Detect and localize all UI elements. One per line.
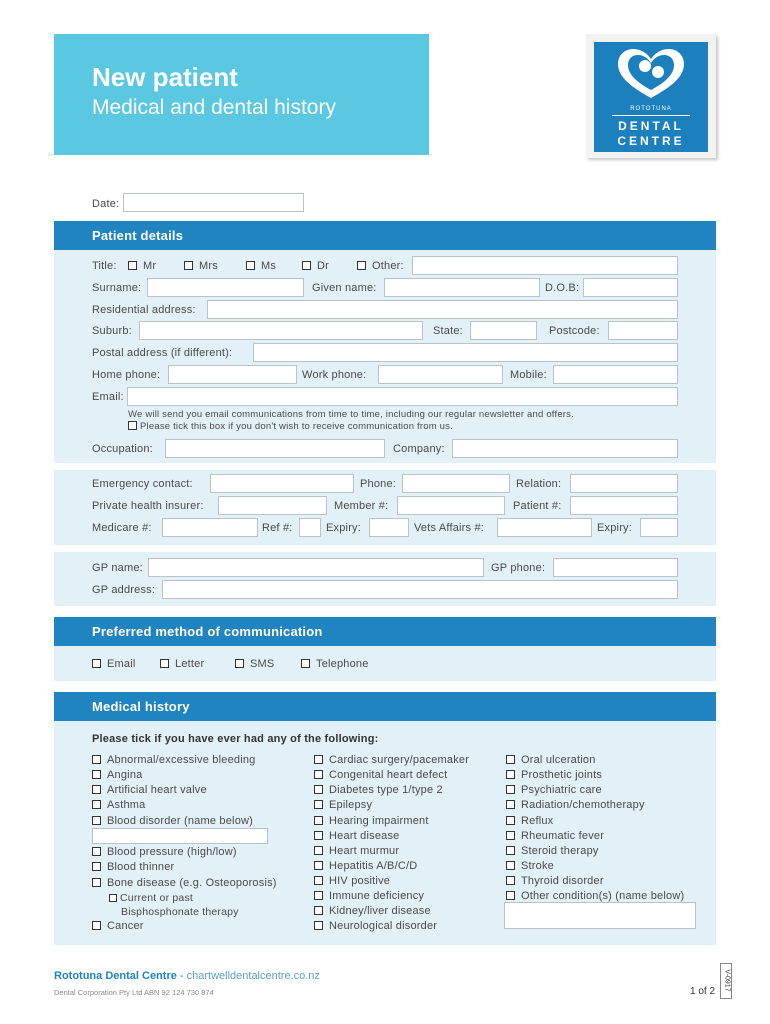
state-field[interactable] (470, 321, 537, 340)
relation-label: Relation: (516, 478, 562, 490)
emergency-phone-field[interactable] (402, 474, 510, 493)
condition-oral-ulceration[interactable] (506, 754, 596, 766)
condition-angina[interactable] (92, 769, 142, 781)
ref-field[interactable] (299, 518, 321, 537)
postcode-field[interactable] (608, 321, 678, 340)
page-number: 1 of 2 (690, 986, 716, 997)
title-other-field[interactable] (412, 256, 678, 275)
company-field[interactable] (452, 439, 678, 458)
mobile-label: Mobile: (510, 369, 547, 381)
condition-heart-disease[interactable] (314, 830, 399, 842)
state-label: State: (433, 325, 463, 337)
condition-label: Rheumatic fever (521, 830, 605, 842)
expiry-field[interactable] (369, 518, 409, 537)
condition-steroid[interactable] (506, 845, 599, 857)
condition-label: Stroke (521, 860, 554, 872)
comm-email-checkbox[interactable] (92, 658, 136, 670)
given-name-field[interactable] (384, 278, 540, 297)
ref-label: Ref #: (262, 522, 293, 534)
postal-label: Postal address (if different): (92, 347, 233, 359)
condition-hiv[interactable] (314, 875, 390, 887)
vets-affairs-field[interactable] (497, 518, 592, 537)
email-optout-label: Please tick this box if you don't wish to receive communication from us. (140, 421, 453, 432)
condition-label: Blood thinner (107, 861, 175, 873)
condition-abnormal-bleeding[interactable] (92, 754, 255, 766)
comm-letter-label: Letter (175, 658, 205, 670)
condition-reflux[interactable] (506, 815, 553, 827)
condition-label: Bone disease (e.g. Osteoporosis) (107, 877, 277, 889)
medical-history-heading: Medical history (54, 692, 716, 721)
postcode-label: Postcode: (549, 325, 600, 337)
condition-label: Other condition(s) (name below) (521, 890, 685, 902)
comm-sms-label: SMS (250, 658, 275, 670)
condition-bisphosphonate[interactable] (109, 892, 193, 904)
title-mr-label: Mr (143, 260, 157, 272)
condition-label: Hepatitis A/B/C/D (329, 860, 418, 872)
medicare-label: Medicare #: (92, 522, 152, 534)
condition-cancer[interactable] (92, 920, 144, 932)
condition-label: Neurological disorder (329, 920, 438, 932)
version-tag (720, 963, 732, 999)
condition-label: Steroid therapy (521, 845, 599, 857)
email-optout-checkbox[interactable] (128, 421, 453, 432)
insurer-field[interactable] (218, 496, 327, 515)
condition-label: Abnormal/excessive bleeding (107, 754, 256, 766)
other-condition-field[interactable] (504, 902, 696, 929)
condition-asthma[interactable] (92, 799, 146, 811)
condition-label: Blood pressure (high/low) (107, 846, 237, 858)
title-other-label: Other: (372, 260, 404, 272)
communication-section (54, 646, 716, 681)
company-label: Company: (393, 443, 445, 455)
condition-artificial-heart-valve[interactable] (92, 784, 207, 796)
footer-company: Dental Corporation Pty Ltd ABN 92 124 730 874 (54, 988, 214, 997)
suburb-label: Suburb: (92, 325, 132, 337)
title-mrs-checkbox[interactable] (184, 260, 218, 272)
medicare-field[interactable] (162, 518, 258, 537)
condition-label: Current or past (120, 892, 194, 904)
condition-bone-disease[interactable] (92, 877, 277, 889)
title-ms-checkbox[interactable] (246, 260, 276, 272)
blood-disorder-field[interactable] (92, 828, 268, 844)
condition-cardiac-surgery[interactable] (314, 754, 469, 766)
condition-radiation[interactable] (506, 799, 645, 811)
footer-brand: Rototuna Dental Centre (54, 970, 177, 982)
medical-prompt: Please tick if you have ever had any of the following: (92, 733, 379, 745)
condition-immune[interactable] (314, 890, 424, 902)
title-other-checkbox[interactable] (357, 260, 404, 272)
member-field[interactable] (397, 496, 505, 515)
condition-blood-pressure[interactable] (92, 846, 237, 858)
condition-label: Asthma (107, 799, 146, 811)
logo-dental: DENTAL (618, 119, 684, 133)
comm-telephone-checkbox[interactable] (301, 658, 369, 670)
page-subtitle: Medical and dental history (92, 96, 336, 119)
condition-label: Reflux (521, 815, 554, 827)
emergency-contact-label: Emergency contact: (92, 478, 193, 490)
vets-expiry-label: Expiry: (597, 522, 633, 534)
dob-label: D.O.B: (545, 282, 580, 294)
condition-other[interactable] (506, 890, 684, 902)
title-ms-label: Ms (261, 260, 277, 272)
vets-affairs-label: Vets Affairs #: (414, 522, 485, 534)
condition-thyroid[interactable] (506, 875, 604, 887)
condition-label: Immune deficiency (329, 890, 425, 902)
footer-separator: - (176, 970, 187, 982)
home-phone-label: Home phone: (92, 369, 161, 381)
condition-label: Heart disease (329, 830, 400, 842)
gp-name-field[interactable] (148, 558, 484, 577)
comm-letter-checkbox[interactable] (160, 658, 204, 670)
suburb-field[interactable] (139, 321, 423, 340)
condition-label: HIV positive (329, 875, 391, 887)
condition-label: Epilepsy (329, 799, 373, 811)
comm-sms-checkbox[interactable] (235, 658, 274, 670)
condition-label: Hearing impairment (329, 815, 429, 827)
heart-logo-icon (594, 42, 708, 104)
condition-label: Radiation/chemotherapy (521, 799, 645, 811)
condition-label: Psychiatric care (521, 784, 602, 796)
title-dr-checkbox[interactable] (302, 260, 329, 272)
footer-brand-line (54, 970, 320, 982)
home-phone-field[interactable] (168, 365, 297, 384)
gp-address-label: GP address: (92, 584, 156, 596)
occupation-field[interactable] (165, 439, 385, 458)
condition-label: Oral ulceration (521, 754, 596, 766)
condition-label: Heart murmur (329, 845, 400, 857)
title-dr-label: Dr (317, 260, 330, 272)
condition-label: Thyroid disorder (521, 875, 604, 887)
header-banner (54, 34, 429, 155)
condition-label: Blood disorder (name below) (107, 815, 254, 827)
logo (586, 34, 716, 158)
condition-label: Artificial heart valve (107, 784, 207, 796)
dob-field[interactable] (583, 278, 678, 297)
emergency-phone-label: Phone: (360, 478, 397, 490)
comm-email-label: Email (107, 658, 136, 670)
given-name-label: Given name: (312, 282, 377, 294)
condition-hearing[interactable] (314, 815, 429, 827)
condition-neurological[interactable] (314, 920, 437, 932)
postal-field[interactable] (253, 343, 678, 362)
condition-blood-disorder[interactable] (92, 815, 253, 827)
occupation-label: Occupation: (92, 443, 153, 455)
residential-label: Residential address: (92, 304, 196, 316)
work-phone-label: Work phone: (302, 369, 367, 381)
comm-telephone-label: Telephone (316, 658, 369, 670)
gp-phone-label: GP phone: (491, 562, 546, 574)
residential-field[interactable] (207, 300, 678, 319)
title-mr-checkbox[interactable] (128, 260, 156, 272)
emergency-contact-field[interactable] (210, 474, 354, 493)
condition-psychiatric[interactable] (506, 784, 602, 796)
condition-label: Diabetes type 1/type 2 (329, 784, 443, 796)
footer-site[interactable]: chartwelldentalcentre.co.nz (186, 970, 320, 982)
surname-field[interactable] (147, 278, 304, 297)
insurer-label: Private health insurer: (92, 500, 204, 512)
title-mrs-label: Mrs (199, 260, 218, 272)
vets-expiry-field[interactable] (640, 518, 678, 537)
condition-label: Prosthetic joints (521, 769, 603, 781)
mobile-field[interactable] (553, 365, 678, 384)
condition-blood-thinner[interactable] (92, 861, 174, 873)
surname-label: Surname: (92, 282, 142, 294)
relation-field[interactable] (570, 474, 678, 493)
title-label: Title: (92, 260, 117, 272)
member-label: Member #: (334, 500, 389, 512)
condition-label: Cancer (107, 920, 144, 932)
patient-number-field[interactable] (570, 496, 678, 515)
email-note: We will send you email communications from time to time, including our regular newsletter and offers. (128, 409, 574, 420)
condition-heart-murmur[interactable] (314, 845, 399, 857)
condition-epilepsy[interactable] (314, 799, 372, 811)
gp-name-label: GP name: (92, 562, 143, 574)
gp-address-field[interactable] (162, 580, 678, 599)
condition-congenital-heart[interactable] (314, 769, 447, 781)
version-text: V-0917 (723, 969, 731, 992)
communication-heading: Preferred method of communication (54, 617, 716, 646)
condition-label: Cardiac surgery/pacemaker (329, 754, 470, 766)
condition-kidney-liver[interactable] (314, 905, 431, 917)
gp-phone-field[interactable] (553, 558, 678, 577)
condition-label: Congenital heart defect (329, 769, 448, 781)
condition-bisphosphonate-line2: Bisphosphonate therapy (121, 906, 239, 918)
logo-centre: CENTRE (617, 134, 685, 148)
condition-prosthetic-joints[interactable] (506, 769, 602, 781)
email-label: Email: (92, 391, 124, 403)
expiry-label: Expiry: (326, 522, 362, 534)
condition-label: Angina (107, 769, 143, 781)
patient-number-label: Patient #: (513, 500, 562, 512)
date-label: Date: (92, 198, 120, 210)
email-field[interactable] (127, 387, 678, 406)
condition-rheumatic[interactable] (506, 830, 604, 842)
date-field[interactable] (123, 193, 304, 212)
work-phone-field[interactable] (378, 365, 503, 384)
condition-hepatitis[interactable] (314, 860, 417, 872)
patient-details-heading: Patient details (54, 221, 716, 250)
condition-stroke[interactable] (506, 860, 554, 872)
condition-label: Kidney/liver disease (329, 905, 431, 917)
condition-diabetes[interactable] (314, 784, 443, 796)
page-title: New patient (92, 62, 238, 92)
logo-small-text: ROTOTUNA (630, 106, 672, 112)
